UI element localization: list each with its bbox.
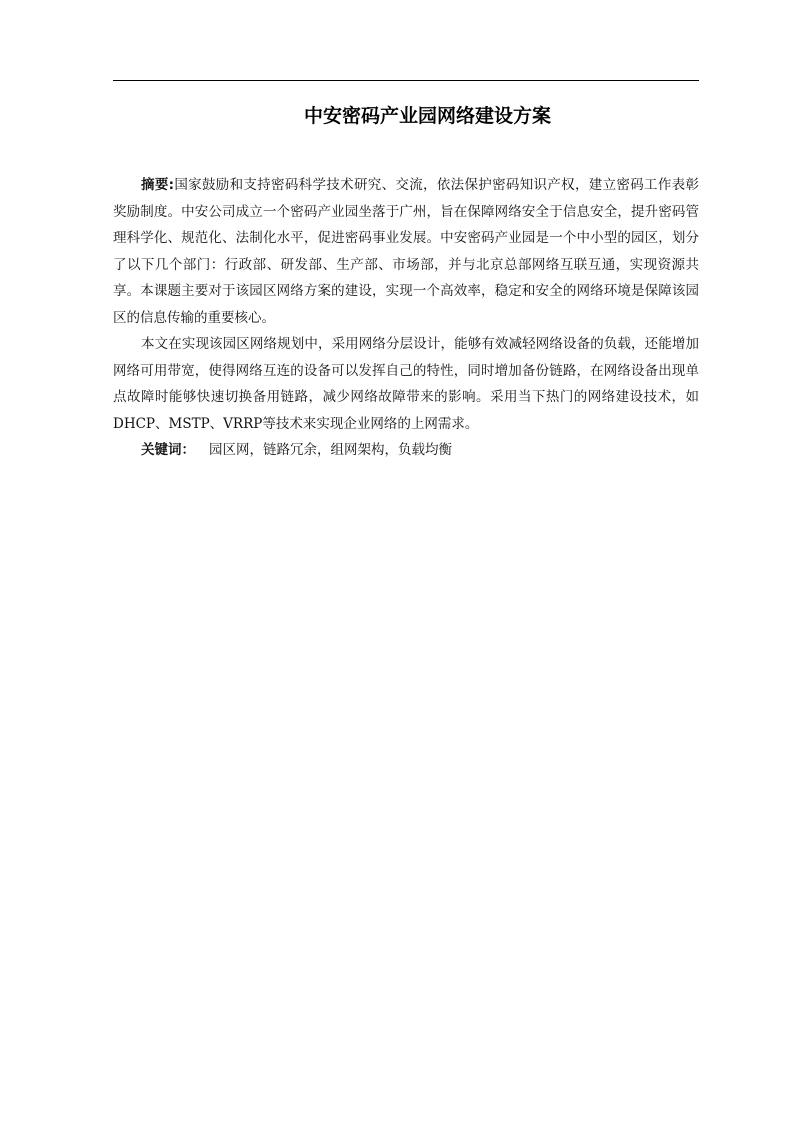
abstract-text: 国家鼓励和支持密码科学技术研究、交流，依法保护密码知识产权，建立密码工作表彰奖励制度。中安公司成立一个密码产业园坐落于广州，旨在保障网络安全于信息安全，提升密码管理科学化、规范化、法制化水平，促进密码事业发展。中安密码产业园是一个中小型的园区，划分了以下几个部门：行政部、研发部、生产部、市场部，并与北京总部网络互联互通，实现资源共享。本课题主要对于该园区网络方案的建设，实现一个高效率，稳定和安全的网络环境是保障该园区的信息传输的重要核心。: [113, 177, 699, 326]
header-rule: [113, 80, 699, 81]
keywords-label: 关键词：: [141, 442, 195, 458]
abstract-label: 摘要:: [141, 177, 175, 193]
keywords-line: [113, 437, 699, 464]
keywords-text: 园区网，链路冗余，组网架构，负载均衡: [209, 442, 452, 458]
document-title: 中安密码产业园网络建设方案: [303, 105, 551, 127]
document-body: [113, 172, 699, 464]
abstract-paragraph: [113, 172, 699, 331]
body-paragraph: 本文在实现该园区网络规划中，采用网络分层设计，能够有效减轻网络设备的负载，还能增加网络可用带宽，使得网络互连的设备可以发挥自己的特性，同时增加备份链路，在网络设备出现单点故障时能够快速切换备用链路，减少网络故障带来的影响。采用当下热门的网络建设技术，如DHCP、MSTP、VRRP等技术来实现企业网络的上网需求。: [113, 336, 699, 432]
